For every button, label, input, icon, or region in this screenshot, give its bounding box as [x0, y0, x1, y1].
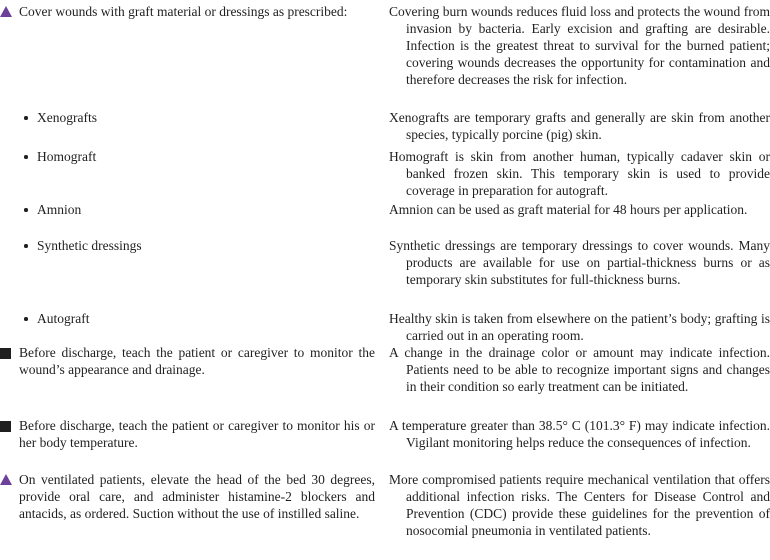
row [0, 109, 770, 148]
intervention-item [0, 417, 375, 451]
intervention-text: Xenografts [37, 110, 97, 125]
intervention-item [0, 3, 375, 20]
intervention-text: Before discharge, teach the patient or caregiver to monitor the wound’s appearance and drainage. [19, 345, 375, 377]
intervention-item [0, 148, 375, 165]
intervention-item [0, 471, 375, 522]
dot-bullet-icon [24, 317, 28, 321]
row [0, 310, 770, 344]
row [0, 237, 770, 310]
row [0, 3, 770, 109]
dot-bullet-icon [24, 155, 28, 159]
intervention-text: Before discharge, teach the patient or caregiver to monitor his or her body temperature. [19, 418, 375, 450]
intervention-text: Cover wounds with graft material or dressings as prescribed: [19, 4, 348, 19]
intervention-text: Synthetic dressings [37, 238, 142, 253]
row [0, 344, 770, 417]
dot-bullet-icon [24, 208, 28, 212]
rationale-text: Homograft is skin from another human, typically cadaver skin or banked frozen skin. This temporary skin is used to provide coverage in preparation for autograft. [389, 149, 770, 198]
row [0, 201, 770, 237]
rationale-text: More compromised patients require mechanical ventilation that offers additional infection risks. The Centers for Disease Control and Prevention (CDC) provide these guidelines for the prevention of nosocomial pneumonia in ventilated patients. [389, 472, 770, 538]
rationale-text: Covering burn wounds reduces fluid loss and protects the wound from invasion by bacteria. Early excision and grafting are desirable. Infection is the greatest threat to survival for the burned patient; covering wounds decreases the opportunity for contamination and therefore decreases the risk for infection. [389, 4, 770, 87]
intervention-item [0, 201, 375, 218]
rationale-text: A temperature greater than 38.5° C (101.3° F) may indicate infection. Vigilant monitoring helps reduce the consequences of infection. [389, 418, 770, 450]
intervention-item [0, 310, 375, 327]
rationale-text: Synthetic dressings are temporary dressings to cover wounds. Many products are available for use on partial-thickness burns or as temporary skin substitutes for full-thickness burns. [389, 238, 770, 287]
square-bullet-icon [0, 421, 11, 432]
triangle-bullet-icon [0, 6, 12, 17]
intervention-text: Homograft [37, 149, 97, 164]
row [0, 471, 770, 539]
triangle-bullet-icon [0, 474, 12, 485]
rationale-text: Healthy skin is taken from elsewhere on the patient’s body; grafting is carried out in an operating room. [389, 311, 770, 343]
square-bullet-icon [0, 348, 11, 359]
dot-bullet-icon [24, 116, 28, 120]
intervention-item [0, 237, 375, 254]
rationale-text: Amnion can be used as graft material for 48 hours per application. [389, 202, 748, 217]
intervention-item [0, 109, 375, 126]
rationale-text: A change in the drainage color or amount may indicate infection. Patients need to be able to recognize important signs and changes in their condition so early treatment can be initiated. [389, 345, 770, 394]
intervention-text: Autograft [37, 311, 90, 326]
row [0, 417, 770, 471]
intervention-item [0, 344, 375, 378]
row [0, 148, 770, 201]
intervention-text: On ventilated patients, elevate the head of the bed 30 degrees, provide oral care, and administer histamine-2 blockers and antacids, as ordered. Suction without the use of instilled saline. [19, 472, 375, 521]
rationale-text: Xenografts are temporary grafts and generally are skin from another species, typically porcine (pig) skin. [389, 110, 770, 142]
dot-bullet-icon [24, 244, 28, 248]
intervention-text: Amnion [37, 202, 82, 217]
care-plan-page [0, 3, 770, 539]
